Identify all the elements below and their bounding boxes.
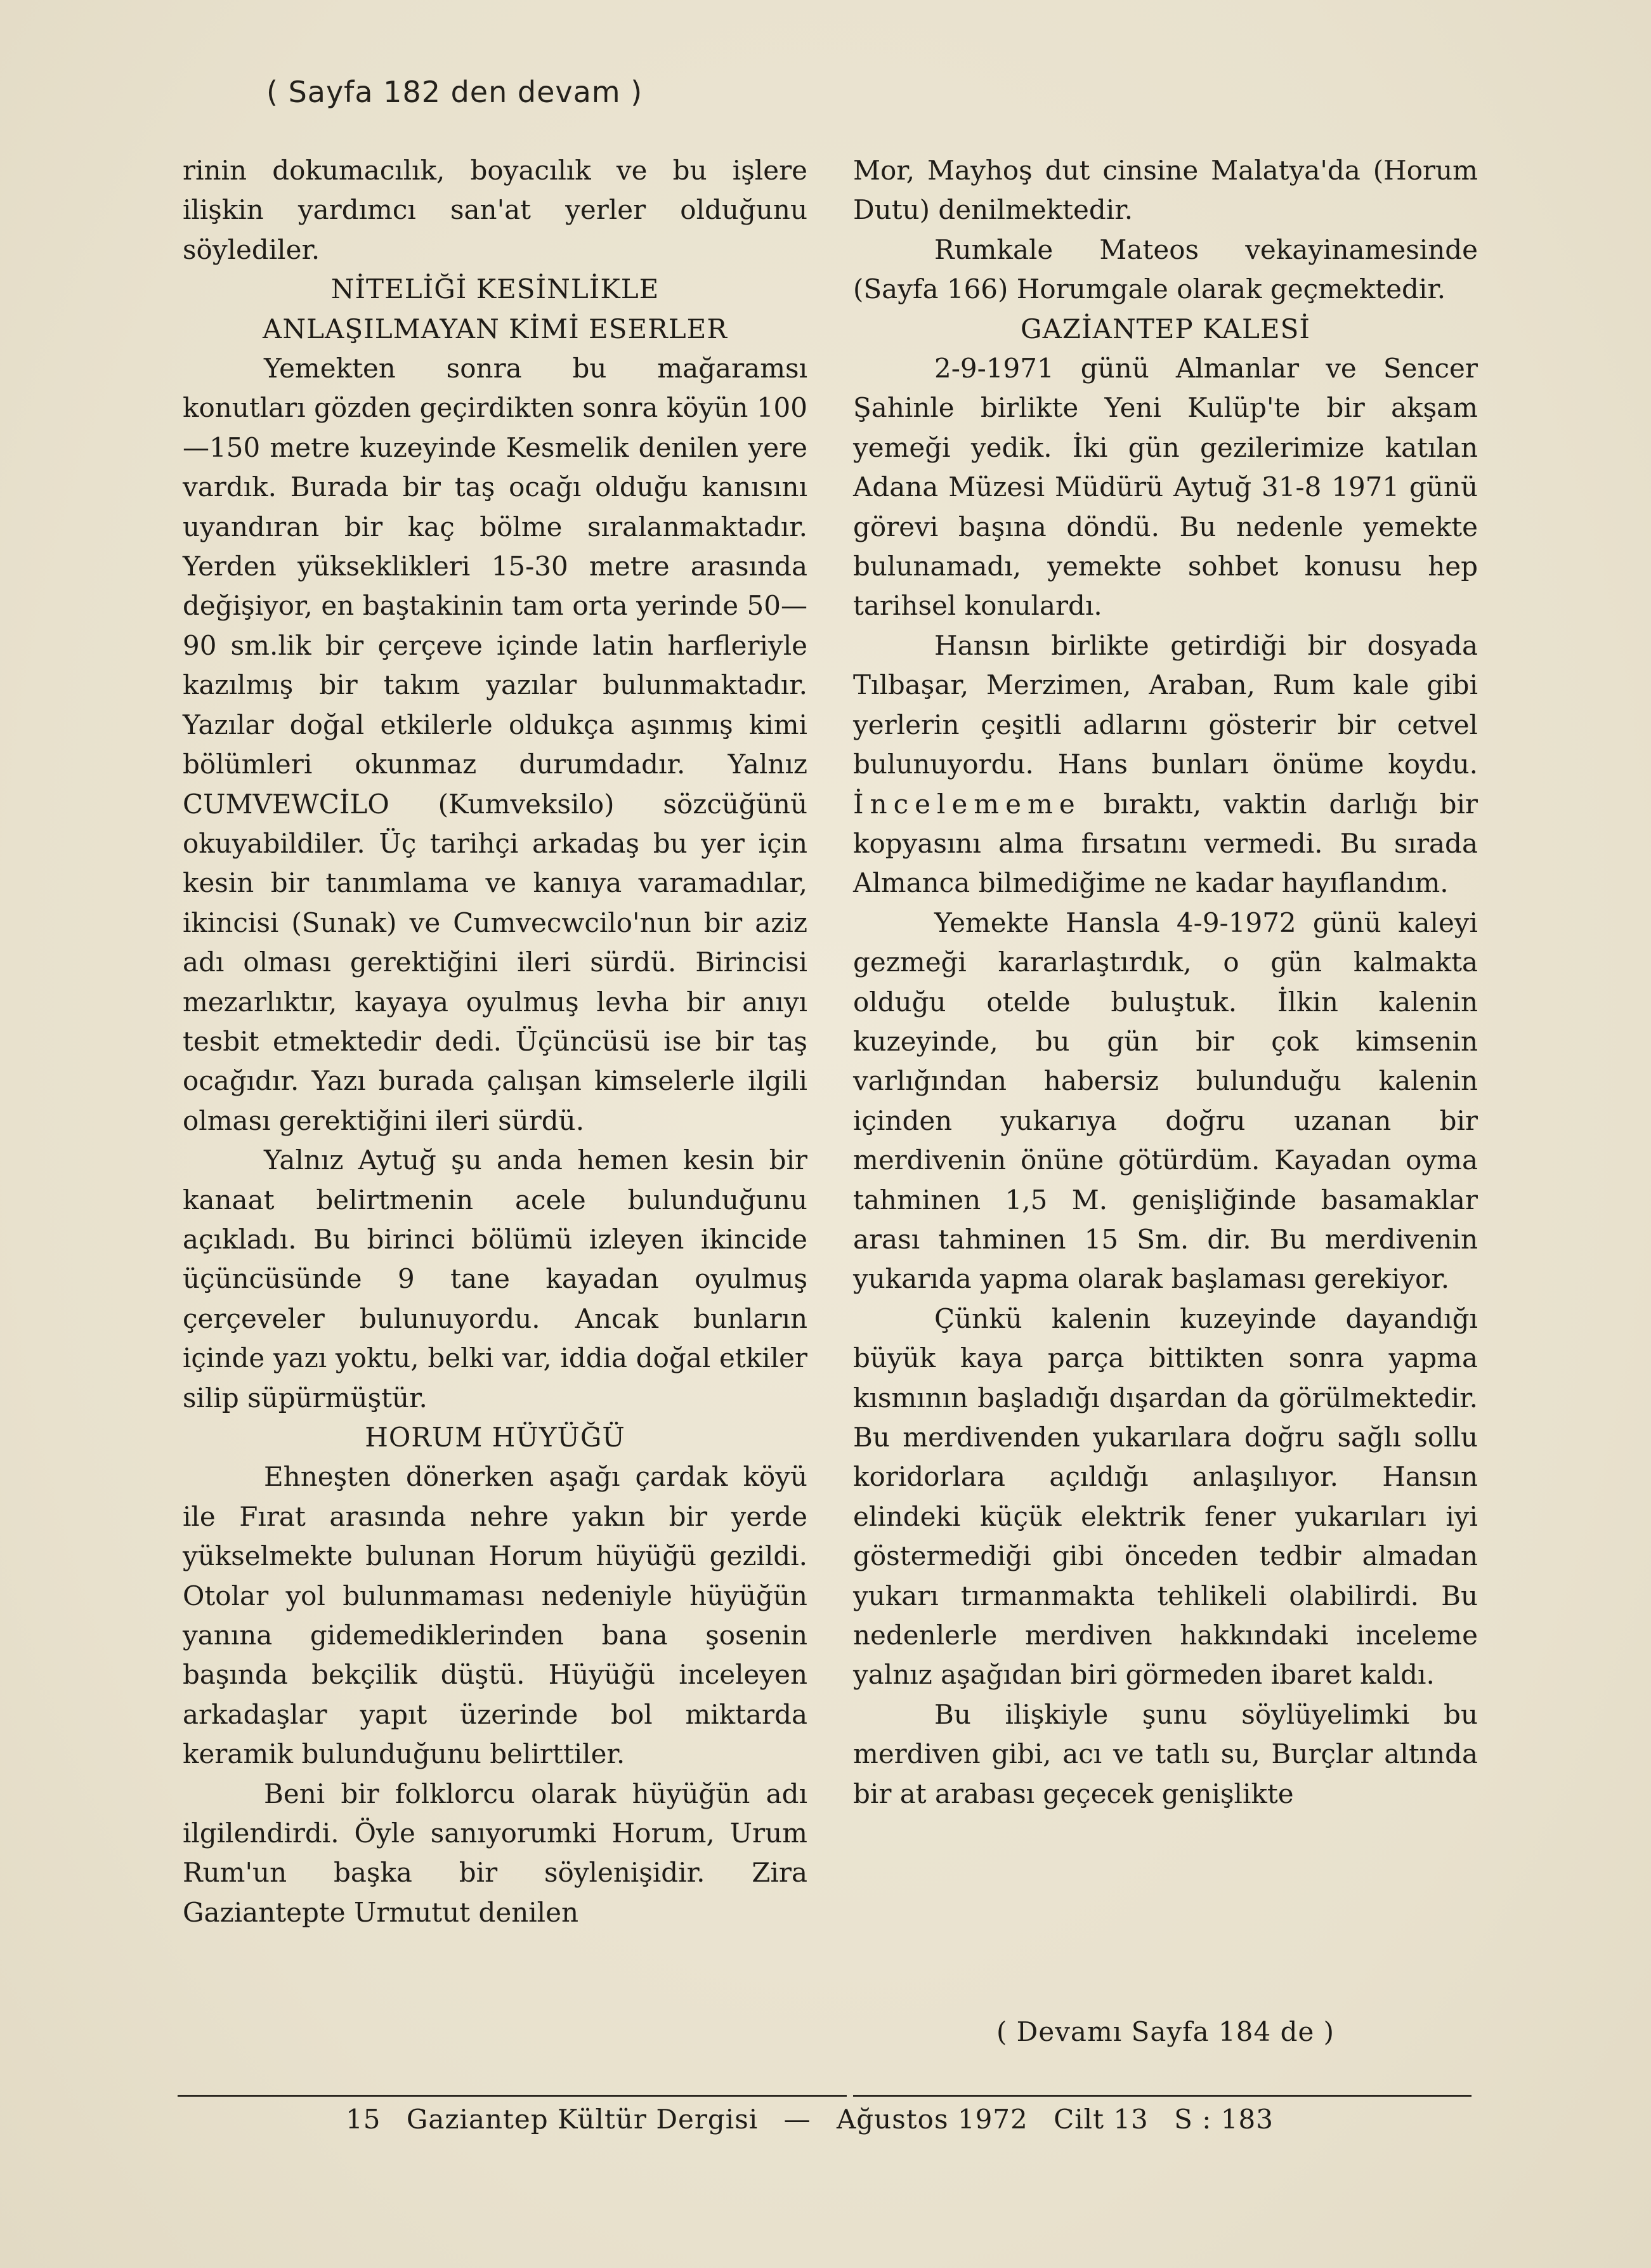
issue-number: 15 [346,2104,381,2135]
right-paragraph-6: Çünkü kalenin kuzeyinde dayandığı büyük kaya parça bittikten sonra yapma kısmının başladığı dışardan da görülmektedir. Bu merdivenden yukarılara doğru sağlı sollu koridorlara açıldığı anlaşılıyor. Hansın elindeki küçük elektrik fener yukarıları iyi göstermediği gibi önceden tedbir almadan yukarı tırmanmakta tehlikeli olabilirdi. Bu nedenlerle merdiven hakkındaki inceleme yalnız aşağıdan biri görmeden ibaret kaldı. [853,1302,1478,1691]
section-heading-niteligi-line1: NİTELİĞİ KESİNLİKLE [330,273,660,305]
left-paragraph-1: rinin dokumacılık, boyacılık ve bu işlere ilişkin yardımcı san'at yerler olduğunu söylediler. [183,155,807,265]
footer-rule-right [853,2095,1472,2097]
continued-from-note: ( Sayfa 182 den devam ) [266,75,643,109]
footer-rule-left [178,2095,847,2097]
page-number: S : 183 [1174,2104,1274,2135]
section-heading-niteligi-line2: ANLAŞILMAYAN KİMİ ESERLER [263,313,728,344]
page-footer [346,2104,1290,2135]
left-paragraph-3: Yalnız Aytuğ şu anda hemen kesin bir kanaat belirtmenin acele bulunduğunu açıkladı. Bu birinci bölümü izleyen ikincide üçüncüsünde 9 tane kayadan oyulmuş çerçeveler bulunuyordu. Ancak bunların içinde yazı yoktu, belki var, iddia doğal etkiler silip süpürmüştür. [183,1144,807,1413]
left-paragraph-4: Ehneşten dönerken aşağı çardak köyü ile Fırat arasında nehre yakın bir yerde yükselmekte bulunan Horum hüyüğü gezildi. Otolar yol bulunmaması nedeniyle hüyüğün yanına gidemediklerinden bana şosenin başında bekçilik düştü. Hüyüğü inceleyen arkadaşlar yapıt üzerinde bol miktarda keramik bulunduğunu belirttiler. [183,1461,807,1770]
left-column [183,151,807,1932]
right-paragraph-4-end: bıraktı, vaktin darlığı bir kopyasını alma fırsatını vermedi. Bu sırada Almanca bilmediğime ne kadar hayıflandım. [853,788,1478,899]
right-paragraph-4-start: Hansın birlikte getirdiği bir dosyada Tılbaşar, Merzimen, Araban, Rum kale gibi yerlerin çeşitli adlarını gösterir bir cetvel bulunuyordu. Hans bunları önüme koydu. [853,629,1478,780]
continued-to-note: ( Devamı Sayfa 184 de ) [996,2016,1335,2047]
section-heading-gaziantep-kalesi: GAZİANTEP KALESİ [1021,313,1310,344]
left-paragraph-5: Beni bir folklorcu olarak hüyüğün adı ilgilendirdi. Öyle sanıyorumki Horum, Urum Rum'un başka bir söylenişidir. Zira Gaziantepte Urmutut denilen [183,1778,807,1928]
right-paragraph-3: 2-9-1971 günü Almanlar ve Sencer Şahinle birlikte Yeni Kulüp'te bir akşam yemeği yedik. İki gün gezilerimize katılan Adana Müzesi Müdürü Aytuğ 31-8 1971 günü görevi başına döndü. Bu nedenle yemekte bulunamadı, yemekte sohbet konusu hep tarihsel konulardı. [853,353,1478,622]
volume: Cilt 13 [1054,2104,1149,2135]
issue-date: Ağustos 1972 [836,2104,1028,2135]
footer-dash: — [783,2104,811,2135]
right-column [853,151,1478,1814]
right-paragraph-4 [853,626,1478,903]
right-paragraph-1: Mor, Mayhoş dut cinsine Malatya'da (Horum Dutu) denilmektedir. [853,155,1478,226]
spaced-emphasis-word: İncelememe [853,788,1081,820]
right-paragraph-2: Rumkale Mateos vekayinamesinde (Sayfa 166) Horumgale olarak geçmektedir. [853,233,1478,305]
right-paragraph-5: Yemekte Hansla 4-9-1972 günü kaleyi gezmeği kararlaştırdık, o gün kalmakta olduğu otelde buluştuk. İlkin kalenin kuzeyinde, bu gün bir çok kimsenin varlığından habersiz bulunduğu kalenin içinden yukarıya doğru uzanan bir merdivenin önüne götürdüm. Kayadan oyma tahminen 1,5 M. genişliğinde basamaklar arası tahminen 15 Sm. dir. Bu merdivenin yukarıda yapma olarak başlaması gerekiyor. [853,907,1478,1295]
section-heading-horum-huyugu: HORUM HÜYÜĞÜ [365,1422,625,1453]
left-paragraph-2: Yemekten sonra bu mağaramsı konutları gözden geçirdikten sonra köyün 100—150 metre kuzeyinde Kesmelik denilen yere vardık. Burada bir taş ocağı olduğu kanısını uyandıran bir kaç bölme sıralanmaktadır. Yerden yükseklikleri 15-30 metre arasında değişiyor, en baştakinin tam orta yerinde 50—90 sm.lik bir çerçeve içinde latin harfleriyle kazılmış bir takım yazılar bulunmaktadır. Yazılar doğal etkilerle oldukça aşınmış kimi bölümleri okunmaz durumdadır. Yalnız CUMVEWCİLO (Kumveksilo) sözcüğünü okuyabildiler. Üç tarihçi arkadaş bu yer için kesin bir tanımlama ve kanıya varamadılar, ikincisi (Sunak) ve Cumvecwcilo'nun bir aziz adı olması gerektiğini ileri sürdü. Birincisi mezarlıktır, kayaya oyulmuş levha bir anıyı tesbit etmektedir dedi. Üçüncüsü ise bir taş ocağıdır. Yazı burada çalışan kimselerle ilgili olması gerektiğini ileri sürdü. [183,353,807,1136]
right-paragraph-7: Bu ilişkiyle şunu söylüyelimki bu merdiven gibi, acı ve tatlı su, Burçlar altında bir at arabası geçecek genişlikte [853,1698,1478,1809]
journal-title: Gaziantep Kültür Dergisi [406,2104,759,2135]
